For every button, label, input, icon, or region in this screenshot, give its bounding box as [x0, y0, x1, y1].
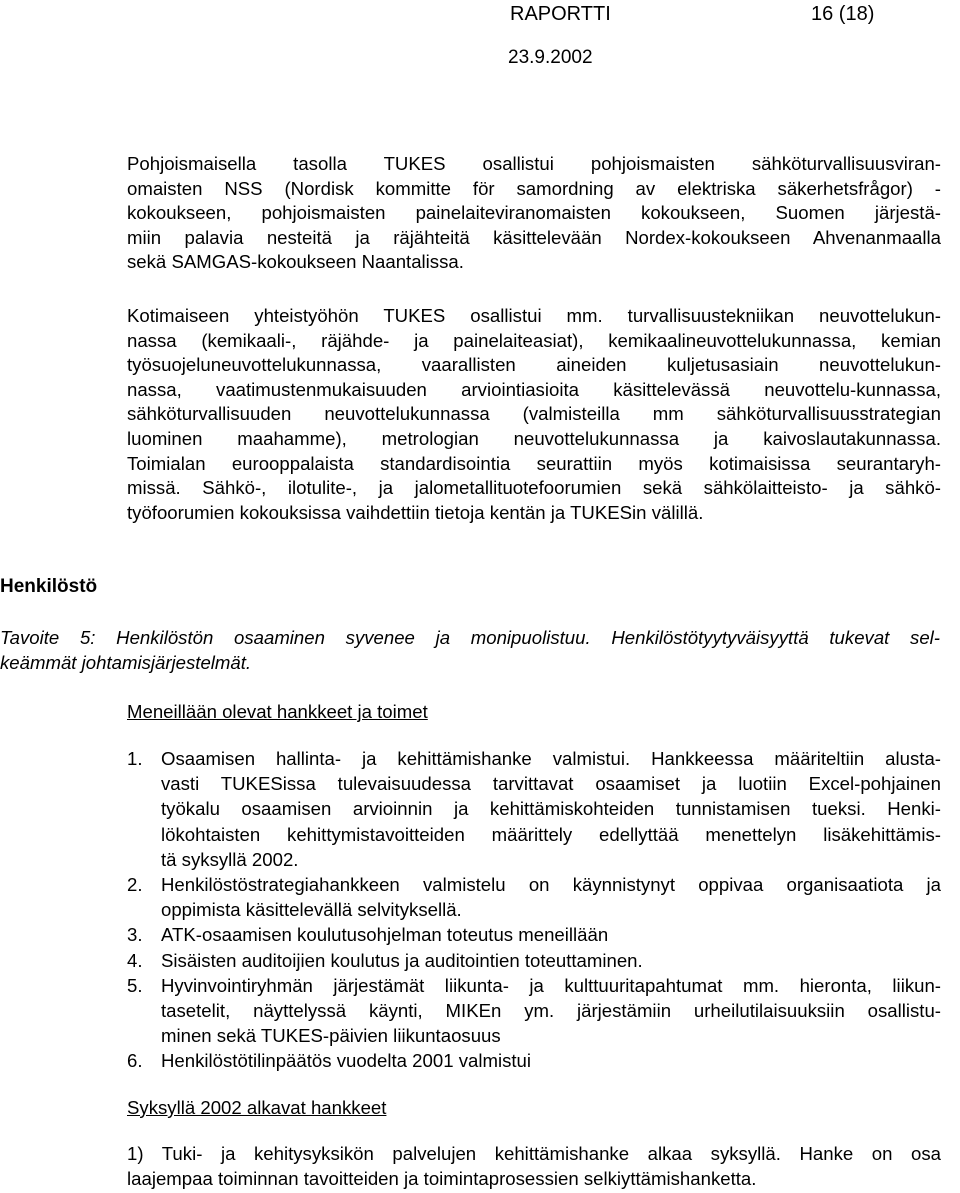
text-line: Henkilöstötilinpäätös vuodelta 2001 valmistui [161, 1050, 532, 1072]
text-line: omaisten NSS (Nordisk kommitte för samordning av elektriska säkerhetsfrågor) - [127, 177, 941, 199]
text-line: oppimista käsittelevällä selvityksellä. [161, 899, 462, 921]
list-number: 4. [127, 949, 143, 971]
text-line: nassa, vaatimustenmukaisuuden arviointiasioita käsittelevässä neuvottelu-kunnassa, [127, 378, 941, 400]
list-item [127, 746, 941, 872]
text-line: työfoorumien kokouksissa vaihdettiin tietoja kentän ja TUKESin välillä. [127, 501, 704, 523]
text-line: 1) Tuki- ja kehitysyksikön palvelujen kehittämishanke alkaa syksyllä. Hanke on osa [127, 1143, 941, 1164]
text-line: sähköturvallisuuden neuvottelukunnassa (valmisteilla mm sähköturvallisuusstrategian [127, 403, 941, 425]
text-line: Sisäisten auditoijien koulutus ja auditointien toteuttaminen. [161, 949, 643, 971]
text-line: lökohtaisten kehittymistavoitteiden määrittely edellyttää menettelyn lisäkehittämis- [161, 823, 941, 845]
text-line: miin palavia nesteitä ja räjähteitä käsittelevään Nordex-kokoukseen Ahvenanmaalla [127, 226, 941, 248]
list-number: 1. [127, 748, 143, 769]
text-line: tä syksyllä 2002. [161, 848, 299, 870]
paragraph-nordic-cooperation [127, 152, 941, 275]
text-line: vasti TUKESissa tulevaisuudessa tarvittavat osaamiset ja luotiin Excel-pohjainen [161, 773, 941, 795]
list-number: 6. [127, 1050, 143, 1072]
text-line: minen sekä TUKES-päivien liikuntaosuus [161, 1025, 501, 1047]
ongoing-projects-list [127, 746, 941, 1074]
text-line: nassa (kemikaali-, räjähde- ja painelaiteasiat), kemikaalineuvottelukunnassa, kemian [127, 329, 941, 351]
page-number: 16 (18) [811, 3, 875, 25]
list-number: 3. [127, 924, 143, 946]
list-number: 5. [127, 974, 143, 996]
section-goal [0, 625, 940, 675]
list-item [127, 922, 941, 947]
starting-projects-heading: Syksyllä 2002 alkavat hankkeet [127, 1097, 387, 1118]
text-line: keämmät johtamisjärjestelmät. [0, 652, 252, 673]
section-heading: Henkilöstö [0, 576, 98, 597]
text-line: luominen maahamme), metrologian neuvottelukunnassa ja kaivoslautakunnassa. [127, 427, 941, 449]
text-line: tasetelit, näyttelyssä käynti, MIKEn ym. järjestämiin urheilutilaisuuksiin osallistu- [161, 1000, 941, 1022]
text-line: sekä SAMGAS-kokoukseen Naantalissa. [127, 251, 464, 273]
text-line: Henkilöstöstrategiahankkeen valmistelu on käynnistynyt oppivaa organisaatiota ja [161, 874, 941, 896]
list-item [127, 1048, 941, 1073]
text-line: kokoukseen, pohjoismaisten painelaiteviranomaisten kokoukseen, Suomen järjestä- [127, 202, 941, 224]
text-line: Tavoite 5: Henkilöstön osaaminen syvenee ja monipuolistuu. Henkilöstötyytyväisyyttä tukevat sel- [0, 627, 940, 648]
text-line: työkalu osaamisen arvioinnin ja kehittämiskohteiden tunnistamisen tueksi. Henki- [161, 798, 941, 820]
text-line: ATK-osaamisen koulutusohjelman toteutus meneillään [161, 924, 609, 946]
ongoing-projects-heading: Meneillään olevat hankkeet ja toimet [127, 701, 428, 722]
text-line: Kotimaiseen yhteistyöhön TUKES osallistui mm. turvallisuustekniikan neuvottelukun- [127, 305, 941, 326]
report-date: 23.9.2002 [508, 47, 593, 68]
text-line: Hyvinvointiryhmän järjestämät liikunta- ja kulttuuritapahtumat mm. hieronta, liikun- [161, 974, 941, 996]
text-line: missä. Sähkö-, ilotulite-, ja jalometallituotefoorumien sekä sähkölaitteisto- ja sähkö- [127, 477, 941, 499]
list-item [127, 872, 941, 922]
paragraph-starting-projects [127, 1141, 941, 1191]
text-line: Toimialan eurooppalaista standardisointia seurattiin myös kotimaisissa seurantaryh- [127, 452, 941, 474]
list-item [127, 973, 941, 1049]
paragraph-domestic-cooperation [127, 304, 941, 525]
text-line: laajempaa toiminnan tavoitteiden ja toimintaprosessien selkiyttämishanketta. [127, 1168, 757, 1189]
text-line: Osaamisen hallinta- ja kehittämishanke valmistui. Hankkeessa määriteltiin alusta- [161, 748, 941, 769]
list-item [127, 948, 941, 973]
text-line: Pohjoismaisella tasolla TUKES osallistui pohjoismaisten sähköturvallisuusviran- [127, 153, 941, 174]
text-line: työsuojeluneuvottelukunnassa, vaarallisten aineiden kuljetusasiain neuvottelukun- [127, 354, 941, 376]
list-number: 2. [127, 874, 143, 896]
report-label: RAPORTTI [510, 3, 611, 25]
